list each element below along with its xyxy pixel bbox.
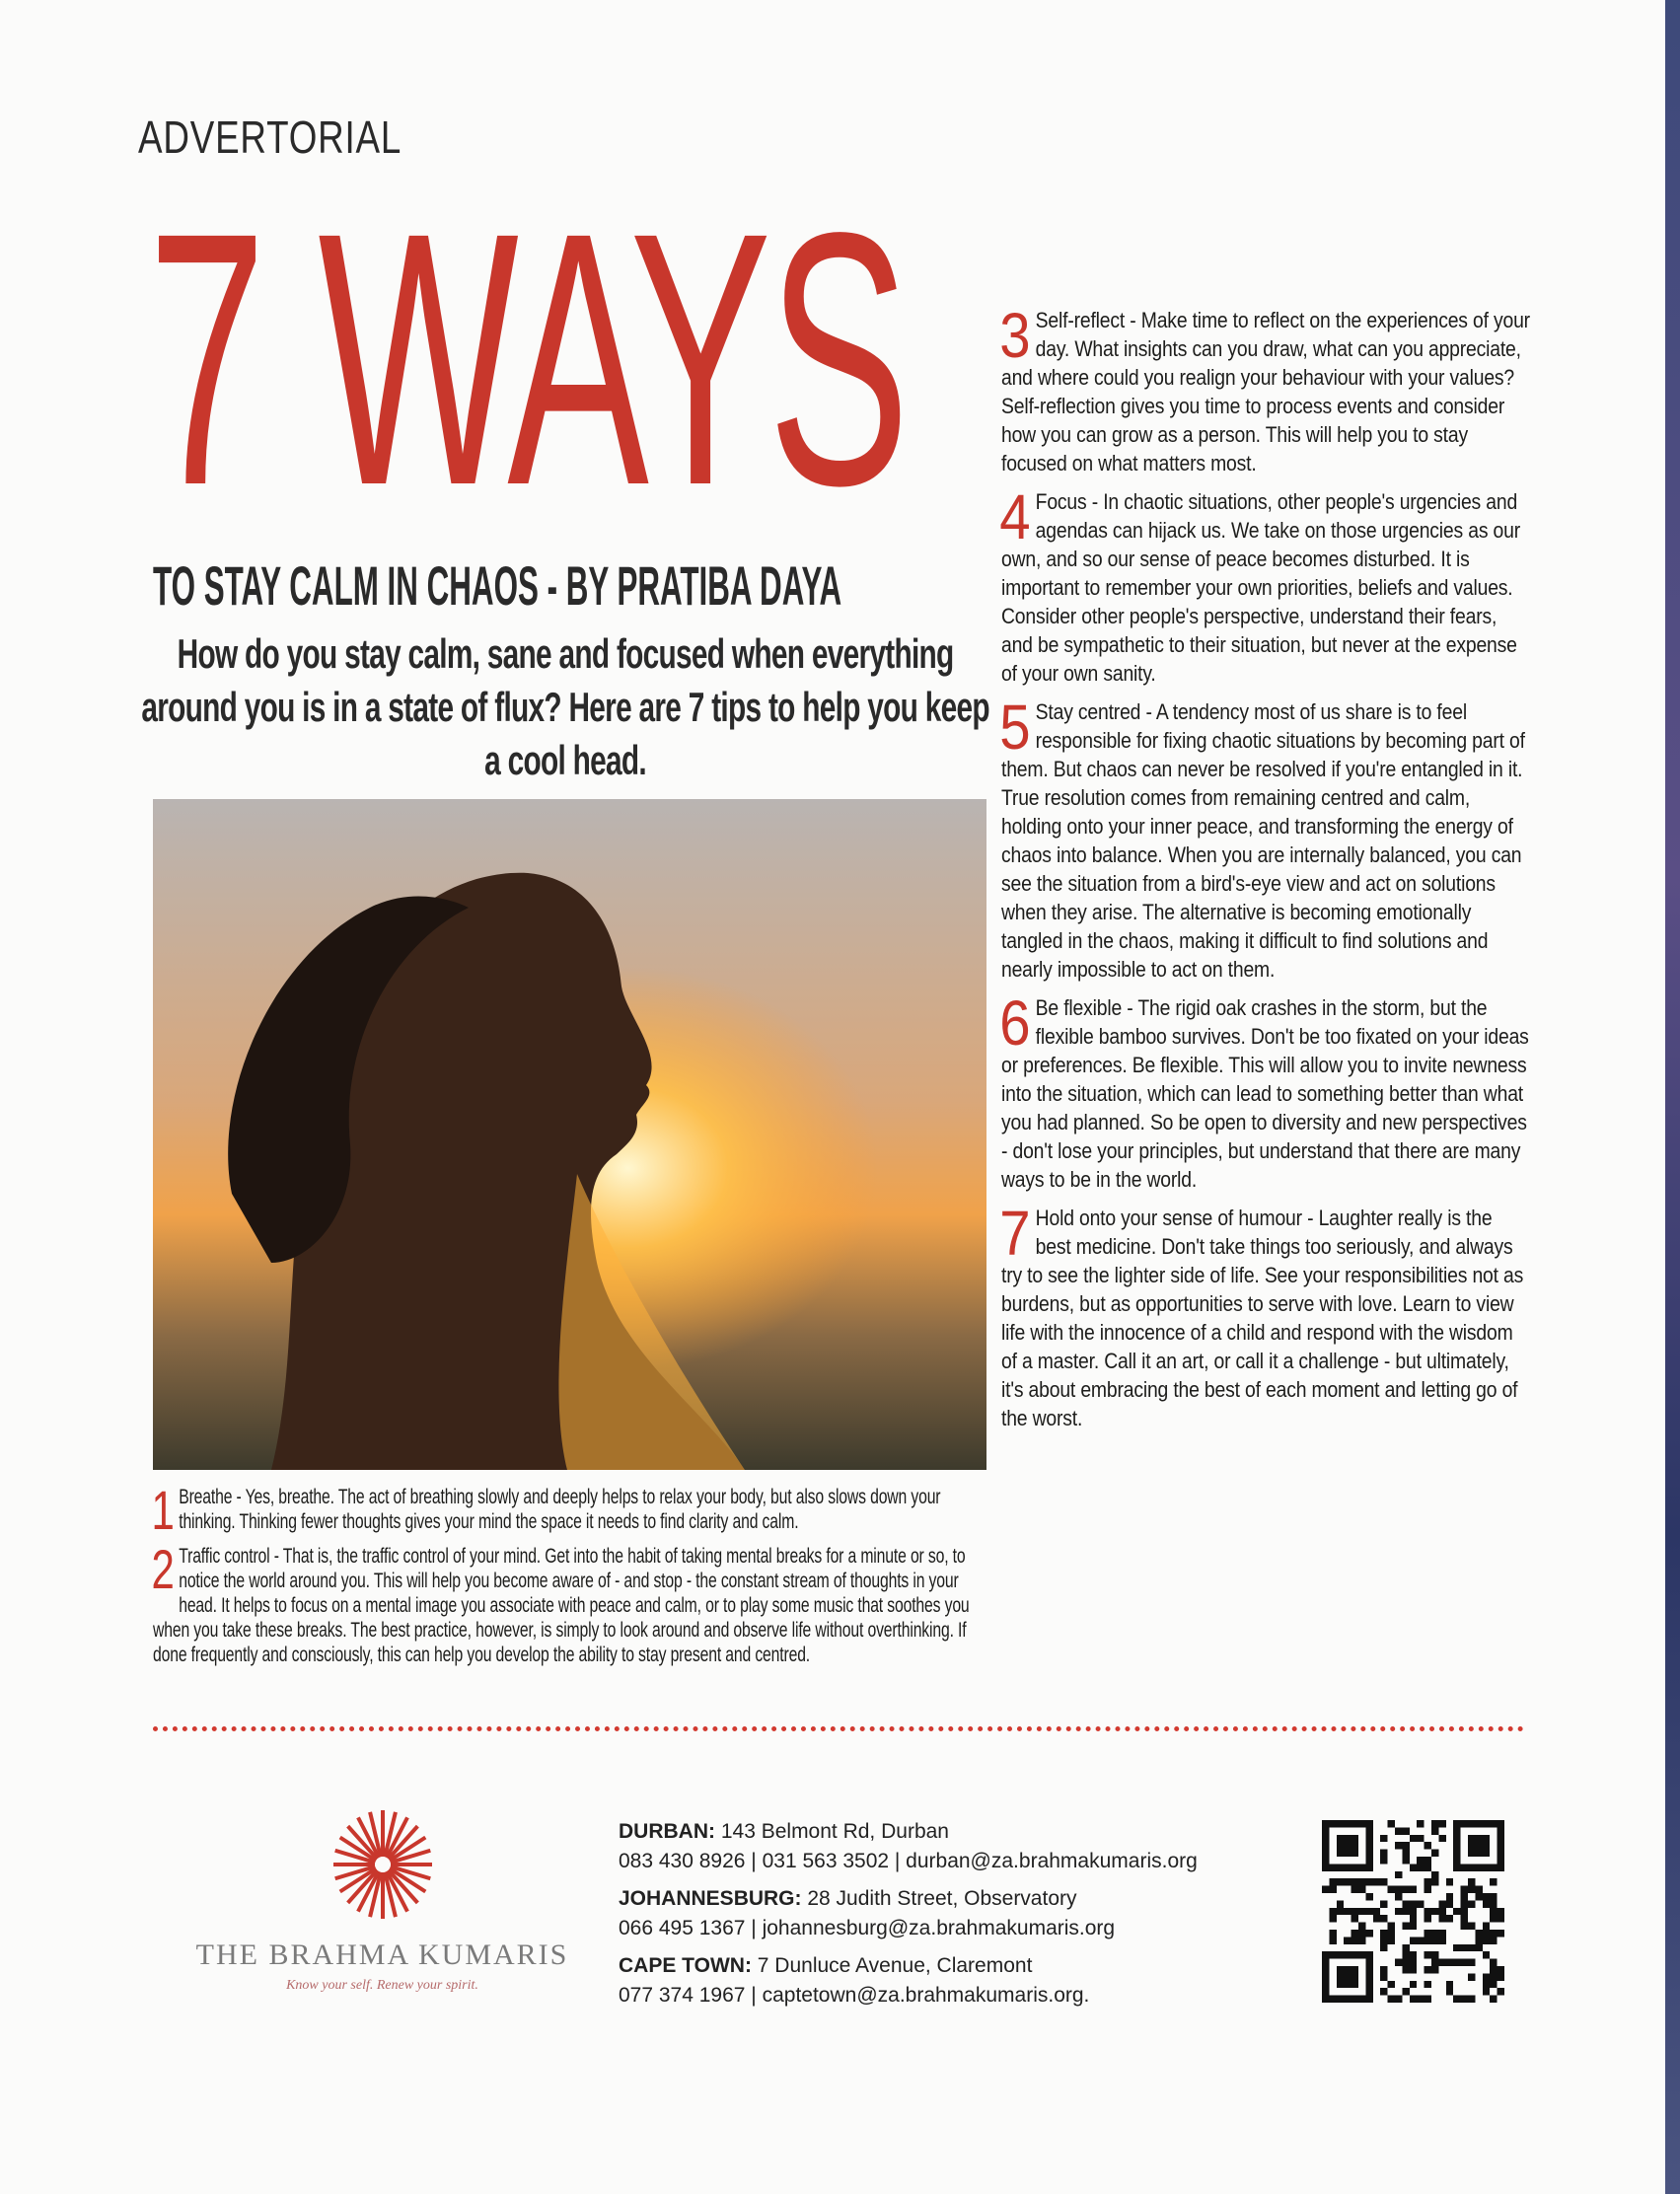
brahma-kumaris-logo bbox=[183, 1805, 582, 1994]
city: DURBAN: bbox=[619, 1820, 715, 1843]
tip-text: Breathe - Yes, breathe. The act of breathing slowly and deeply helps to relax your body, but also slows down your thinking. Thinking fewer thoughts gives your mind the space it needs to find clarity and calm. bbox=[179, 1486, 941, 1533]
tip-text: Traffic control - That is, the traffic control of your mind. Get into the habit of taking mental breaks for a minute or so, to notice the world around you. This will help you become aware of - and stop - the constant stream of thoughts in your head. It helps to focus on a mental image you associate with peace and calm, or to play some music that soothes you when you take these breaks. The best practice, however, is simply to look around and observe life without overthinking. If done frequently and consciously, this can help you develop the ability to stay present and centred. bbox=[153, 1545, 970, 1666]
page-edge-strip bbox=[1665, 0, 1680, 2194]
tip-1 bbox=[151, 1479, 989, 1541]
tip-3 bbox=[999, 300, 1531, 477]
headline-subtitle: TO STAY CALM IN CHAOS - BY PRATIBA DAYA bbox=[153, 554, 842, 617]
tip-6 bbox=[999, 987, 1531, 1194]
contact-details bbox=[619, 1817, 1198, 2018]
advertorial-label: ADVERTORIAL bbox=[138, 111, 402, 163]
headline-7-ways: 7 WAYS bbox=[148, 159, 907, 560]
tip-text: Focus - In chaotic situations, other people's urgencies and agendas can hijack us. We take on those urgencies as our own, and so our sense of peace becomes disturbed. It is important to remember your own priorities, beliefs and values. Consider other people's perspective, understand their fears, and be sympathetic to their situation, but never at the expense of your own sanity. bbox=[1001, 489, 1520, 686]
sunburst-icon bbox=[329, 1805, 437, 1924]
tip-number: 3 bbox=[999, 300, 1031, 371]
logo-tagline: Know your self. Renew your spirit. bbox=[286, 1978, 478, 1993]
logo-name: THE BRAHMA KUMARIS bbox=[195, 1938, 569, 1971]
city: JOHANNESBURG: bbox=[619, 1887, 802, 1910]
tip-number: 2 bbox=[151, 1538, 175, 1600]
left-column bbox=[151, 1479, 989, 1677]
tip-7 bbox=[999, 1198, 1531, 1432]
location-cape-town bbox=[619, 1951, 1198, 2011]
qr-code[interactable] bbox=[1322, 1820, 1504, 2003]
location-durban bbox=[619, 1817, 1198, 1876]
address: 143 Belmont Rd, Durban bbox=[720, 1820, 949, 1843]
right-column bbox=[999, 300, 1531, 1442]
dotted-divider bbox=[153, 1726, 1524, 1731]
woman-sunset-photo bbox=[153, 799, 986, 1470]
contact-line[interactable]: 077 374 1967 | captetown@za.brahmakumaris.org. bbox=[619, 1984, 1090, 2007]
tip-number: 6 bbox=[999, 987, 1031, 1059]
tip-5 bbox=[999, 692, 1531, 984]
contact-line[interactable]: 066 495 1367 | johannesburg@za.brahmakumaris.org bbox=[619, 1917, 1116, 1939]
tip-4 bbox=[999, 481, 1531, 688]
location-johannesburg bbox=[619, 1884, 1198, 1943]
tip-number: 7 bbox=[999, 1198, 1031, 1269]
city: CAPE TOWN: bbox=[619, 1954, 752, 1977]
contact-line[interactable]: 083 430 8926 | 031 563 3502 | durban@za.brahmakumaris.org bbox=[619, 1850, 1198, 1872]
address: 7 Dunluce Avenue, Claremont bbox=[757, 1954, 1033, 1977]
tip-number: 1 bbox=[151, 1479, 175, 1541]
tip-text: Self-reflect - Make time to reflect on the experiences of your day. What insights can you draw, what can you appreciate, and where could you realign your behaviour with your values? Self-reflection gives you time to process events and consider how you can grow as a person. This will help you to stay focused on what matters most. bbox=[1001, 308, 1530, 475]
intro-text: How do you stay calm, sane and focused when everything around you is in a state of flux? Here are 7 tips to help you keep a cool head. bbox=[141, 630, 989, 783]
tip-number: 5 bbox=[999, 692, 1031, 763]
address: 28 Judith Street, Observatory bbox=[807, 1887, 1077, 1910]
tip-text: Hold onto your sense of humour - Laughter really is the best medicine. Don't take things too seriously, and always try to see the lighter side of life. See your responsibilities not as burdens, but as opportunities to serve with love. Learn to view life with the innocence of a child and respond with the wisdom of a master. Call it an art, or call it a challenge - but ultimately, it's about embracing the best of each moment and letting go of the worst. bbox=[1001, 1206, 1524, 1430]
tip-text: Be flexible - The rigid oak crashes in the storm, but the flexible bamboo survives. Don't be too fixated on your ideas or preferences. Be flexible. This will allow you to invite newness into the situation, which can lead to something better than what you had planned. So be open to diversity and new perspectives - don't lose your principles, but understand that there are many ways to be in the world. bbox=[1001, 995, 1529, 1192]
tip-number: 4 bbox=[999, 481, 1031, 552]
tip-text: Stay centred - A tendency most of us share is to feel responsible for fixing chaotic situations by becoming part of them. But chaos can never be resolved if you're entangled in it. True resolution comes from remaining centred and calm, holding onto your inner peace, and transforming the energy of chaos into balance. When you are internally balanced, you can see the situation from a bird's-eye view and act on solutions when they arise. The alternative is becoming emotionally tangled in the chaos, making it difficult to find solutions and nearly impossible to act on them. bbox=[1001, 699, 1525, 982]
tip-2 bbox=[151, 1538, 989, 1667]
